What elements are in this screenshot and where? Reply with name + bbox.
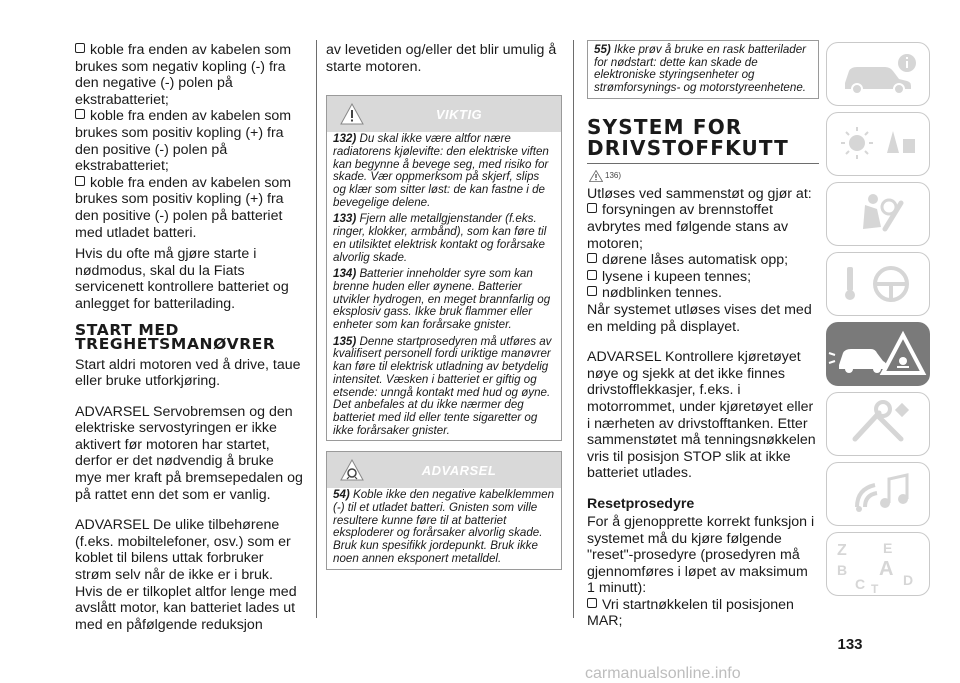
index-letter: Z: [837, 542, 847, 559]
list-item: koble fra enden av kabelen som brukes som positiv kopling (+) fra den positive (-) polen på batteriet med utladet batteri.: [75, 174, 292, 241]
note-item: 133) Fjern alle metallgjenstander (f.eks. ringer, klokker, armbånd), som kan føre til en utilsiktet elektrisk kontakt og forårsake alvorlig skade.: [333, 212, 547, 264]
index-letter: B: [837, 562, 848, 578]
page-number: 133: [837, 636, 863, 653]
bullet-icon: [587, 598, 597, 608]
index-letter: T: [871, 582, 879, 595]
bullet-icon: [587, 270, 597, 280]
list-item: Vri startnøkkelen til posisjonen MAR;: [587, 596, 794, 630]
bullet-icon: [587, 286, 597, 296]
tab-index[interactable]: [826, 532, 930, 596]
note-box: [587, 40, 819, 99]
breakdown-warning-icon: [827, 323, 929, 385]
reference-marker: 136): [587, 168, 819, 186]
watermark: carmanualsonline.info: [585, 665, 741, 682]
viktig-box: [326, 95, 562, 441]
warning-small-icon: [589, 170, 603, 182]
advarsel-title: ADVARSEL: [421, 463, 497, 479]
airbag-seat-icon: [827, 183, 929, 245]
chapter-tabs: [826, 42, 930, 602]
viktig-header: [327, 96, 561, 132]
column-2: [326, 42, 562, 570]
paragraph: Når systemet utløses vises det med en melding på displayet.: [587, 301, 812, 335]
column-3: [587, 40, 819, 630]
viktig-title: VIKTIG: [435, 107, 483, 123]
list-item: forsyningen av brennstoffet avbrytes med følgende stans av motoren;: [587, 202, 789, 252]
index-letter: D: [903, 572, 914, 588]
note-item: 54) Koble ikke den negative kabelklemmen (-) til et utladet batteri. Gnisten som ville resultere kunne føre til at batteriet eksploderer og forårsaker alvorlig skade. Bruk kun spesifikk jordepunkt. Bruk ikke noen annen eksponert metalldel.: [333, 488, 555, 565]
list-item: koble fra enden av kabelen som brukes som negativ kopling (-) fra den negative (-) polen på ekstrabatteriet;: [75, 42, 292, 108]
section-heading: SYSTEM FOR DRIVSTOFFKUTT: [587, 114, 790, 160]
tab-dashboard-lights[interactable]: [826, 112, 930, 176]
list-item: lysene i kupeen tennes;: [587, 269, 819, 286]
list-item: dørene låses automatisk opp;: [587, 252, 819, 269]
paragraph: Hvis du ofte må gjøre starte i nødmodus, skal du la Fiats servicenett kontrollere batteriet og anlegget for batterilading.: [75, 246, 289, 312]
section-heading: START MED TREGHETSMANØVRER: [75, 320, 276, 353]
warning-paragraph: ADVARSEL Kontrollere kjøretøyet nøye og sjekk at det ikke finnes drivstofflekkasjer, f.eks. i motorrommet, under kjøretøyet eller i nærheten av drivstofftanken. Etter sammenstøtet må tenningsnøkkelen vris til posisjon STOP slik at ikke batteriet utlades.: [587, 349, 816, 482]
multimedia-icon: [827, 463, 929, 525]
column-divider: [573, 40, 574, 618]
column-1: [75, 42, 303, 633]
bullet-icon: [75, 109, 85, 119]
tab-car-info[interactable]: [826, 42, 930, 106]
paragraph: Utløses ved sammenstøt og gjør at:: [587, 185, 812, 202]
list-item: nødblinken tennes.: [587, 285, 819, 302]
note-item: 132) Du skal ikke være altfor nære radiatorens kjølevifte: den elektriske viften kan begynne å bevege seg, med risiko for skade. Vær oppmerksom på skjerf, slips og klær som sitter løst: de kan fastne i de bevegelige delene.: [333, 132, 549, 209]
index-letter: C: [855, 576, 866, 592]
paragraph: For å gjenopprette korrekt funksjon i systemet må du kjøre følgende "reset"-prosedyre (prosedyren må gjennomføres i løpet av maksimum 1 minutt):: [587, 513, 815, 597]
index-letter: E: [883, 540, 893, 556]
bullet-icon: [75, 43, 85, 53]
tab-airbag-seat[interactable]: [826, 182, 930, 246]
tab-breakdown-warning[interactable]: [826, 322, 930, 386]
paragraph: av levetiden og/eller det blir umulig å starte motoren.: [326, 42, 557, 75]
bullet-icon: [75, 176, 85, 186]
index-letter: A: [879, 558, 894, 580]
tab-key-steering[interactable]: [826, 252, 930, 316]
paragraph: Start aldri motoren ved å drive, taue eller bruke utforkjøring.: [75, 356, 301, 390]
maintenance-tools-icon: [827, 393, 929, 455]
warning-paragraph: ADVARSEL De ulike tilbehørene (f.eks. mobiltelefoner, osv.) som er koblet til bilens uttak forbruker strøm selv når de ikke er i bruk. Hvis de er tilkoplet altfor lenge med avslått motor, kan batteriet lades ut med en påfølgende reduksjon: [75, 517, 297, 633]
car-info-icon: [827, 43, 929, 105]
tab-maintenance-tools[interactable]: [826, 392, 930, 456]
dashboard-lights-icon: [827, 113, 929, 175]
warning-paragraph: ADVARSEL Servobremsen og den elektriske servostyringen er ikke aktivert før motoren har startet, derfor er det nødvendig å bruke mye mer kraft på bremsepedalen og på rattet enn det som er vanlig.: [75, 403, 303, 503]
heading-rule: [587, 163, 819, 164]
list-item: koble fra enden av kabelen som brukes som positiv kopling (+) fra den positive (-) polen på ekstrabatteriet;: [75, 108, 292, 175]
index-letters-icon: [827, 533, 929, 595]
tab-multimedia[interactable]: [826, 462, 930, 526]
note-item: 55) Ikke prøv å bruke en rask batterilader for nødstart: dette kan skade de elektroniske styringsenheter og strømforsynings- og motorstyreenhetene.: [594, 43, 807, 95]
bullet-icon: [587, 203, 597, 213]
note-item: 134) Batterier inneholder syre som kan brenne huden eller øynene. Batterier utvikler hydrogen, en meget brannfarlig og eksplosiv gass. Ikke bruk flammer eller enheter som kan forårsake gnister.: [333, 267, 551, 332]
note-item: 135) Denne startprosedyren må utføres av kvalifisert personell fordi uriktige manøvrer kan føre til elektrisk utladning av betydelig intensitet. Væsken i batteriet er giftig og etsende: unngå kontakt med hud og øyne. Det anbefales at du ikke nærmer deg batteriet med ild eller tente sigaretter og ikke forårsaker gnister.: [333, 334, 552, 437]
column-divider: [316, 40, 317, 618]
key-steering-icon: [827, 253, 929, 315]
subheading: Resetprosedyre: [587, 495, 695, 512]
bullet-icon: [587, 253, 597, 263]
advarsel-header: [327, 452, 561, 488]
advarsel-box: [326, 451, 562, 569]
